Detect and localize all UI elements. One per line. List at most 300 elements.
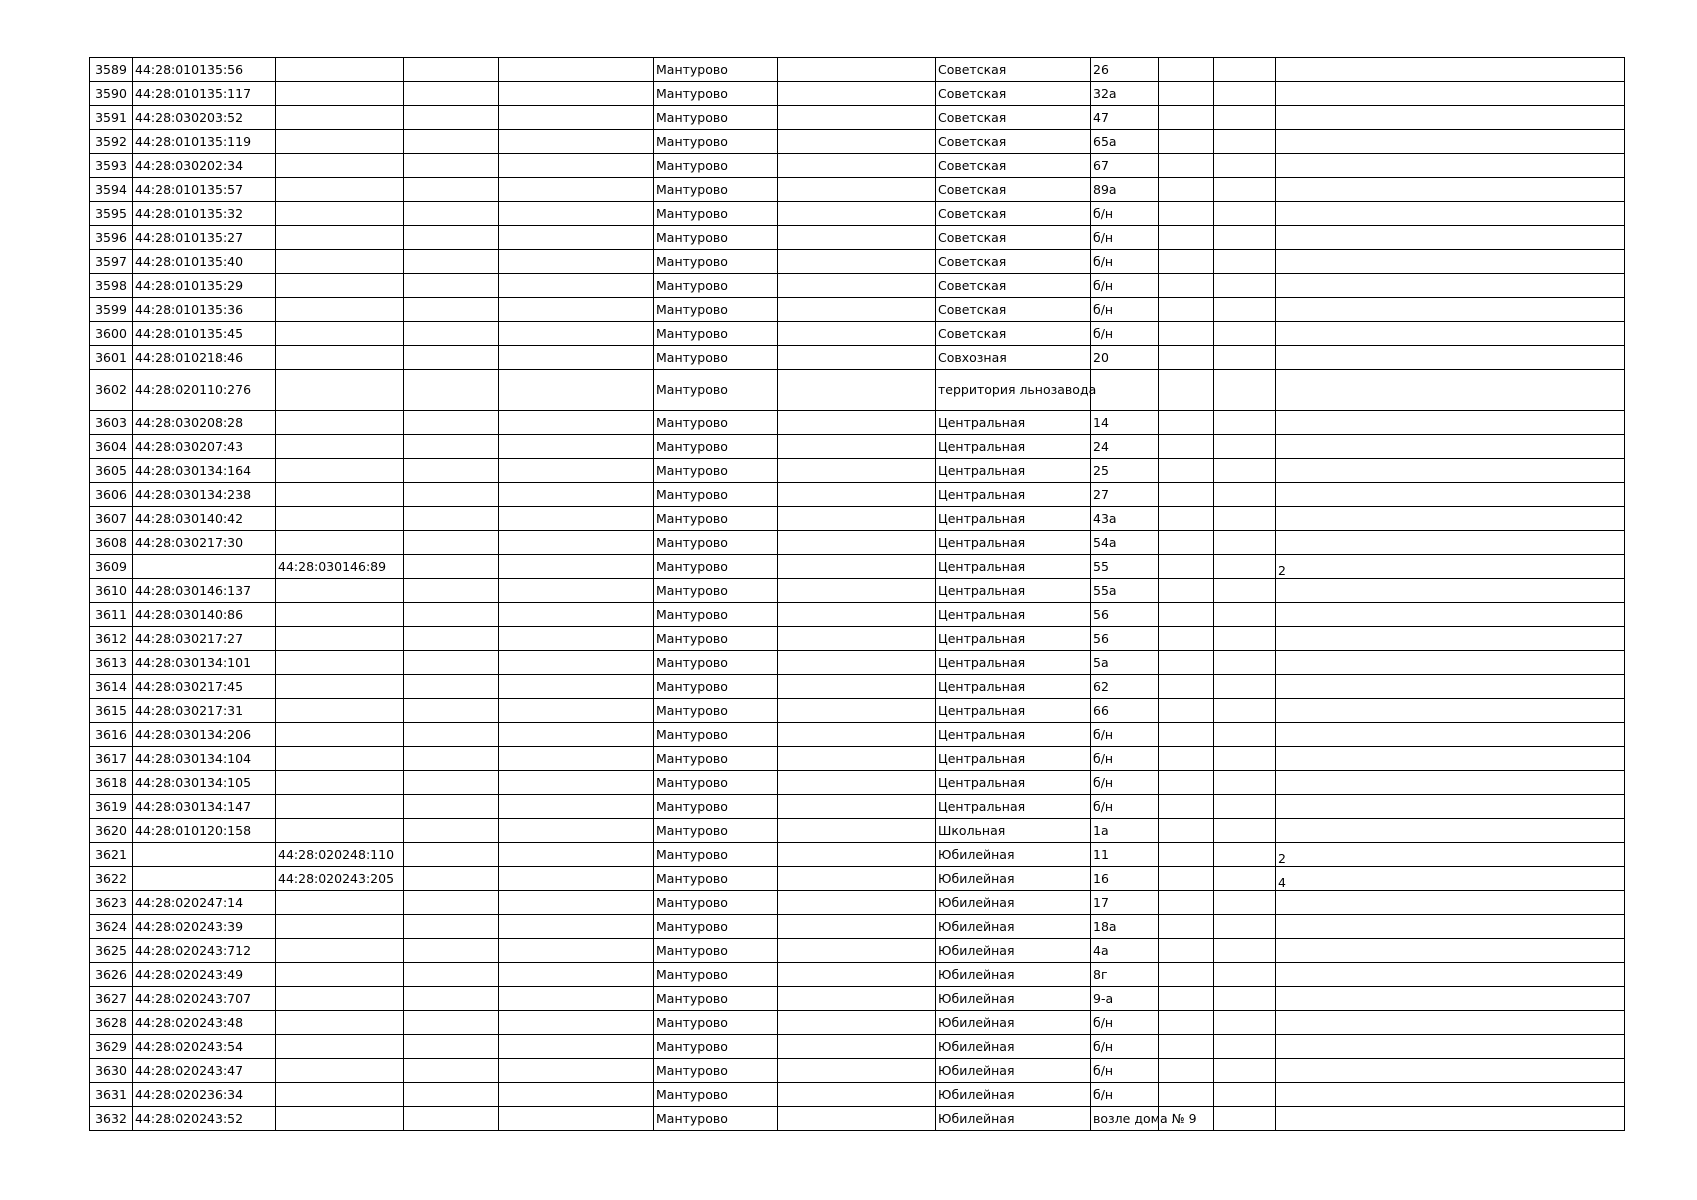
empty-cell: [1214, 963, 1276, 987]
building-cadastral-number-cell: [276, 1083, 404, 1107]
street-cell: Юбилейная: [936, 963, 1091, 987]
empty-cell: [1159, 939, 1214, 963]
empty-cell: [1214, 1083, 1276, 1107]
building-cadastral-number-cell: [276, 963, 404, 987]
building-cadastral-number-cell: [276, 915, 404, 939]
empty-cell: [499, 178, 654, 202]
row-number-cell: 3607: [90, 507, 133, 531]
table-row: [90, 675, 1625, 699]
empty-cell: [778, 154, 936, 178]
table-row: [90, 579, 1625, 603]
table-row: [90, 483, 1625, 507]
building-cadastral-number-cell: [276, 819, 404, 843]
empty-cell: [404, 555, 499, 579]
empty-cell: [404, 795, 499, 819]
city-cell: Мантурово: [654, 891, 778, 915]
building-cadastral-number-cell: [276, 891, 404, 915]
building-cadastral-number-cell: [276, 675, 404, 699]
empty-cell: [1159, 370, 1214, 411]
empty-cell: [1214, 627, 1276, 651]
empty-cell: [1159, 298, 1214, 322]
empty-cell: [1214, 274, 1276, 298]
table-row: [90, 322, 1625, 346]
empty-cell: [1214, 202, 1276, 226]
empty-cell: [499, 603, 654, 627]
empty-cell: [404, 507, 499, 531]
building-cadastral-number-cell: [276, 771, 404, 795]
row-number-cell: 3590: [90, 82, 133, 106]
cadastral-number-cell: 44:28:010218:46: [133, 346, 276, 370]
empty-cell: [499, 1083, 654, 1107]
row-number-cell: 3629: [90, 1035, 133, 1059]
empty-cell: [1214, 459, 1276, 483]
house-number-cell: 55а: [1091, 579, 1159, 603]
empty-cell: [404, 322, 499, 346]
empty-cell: [499, 507, 654, 531]
cadastral-number-cell: 44:28:030146:137: [133, 579, 276, 603]
house-number-cell: б/н: [1091, 771, 1159, 795]
cadastral-number-cell: 44:28:020243:48: [133, 1011, 276, 1035]
empty-cell: [499, 723, 654, 747]
street-cell: Юбилейная: [936, 891, 1091, 915]
city-cell: Мантурово: [654, 531, 778, 555]
extra-value-cell: [1276, 1011, 1625, 1035]
empty-cell: [404, 819, 499, 843]
empty-cell: [1159, 627, 1214, 651]
empty-cell: [404, 459, 499, 483]
empty-cell: [778, 627, 936, 651]
empty-cell: [778, 130, 936, 154]
city-cell: Мантурово: [654, 459, 778, 483]
empty-cell: [1159, 723, 1214, 747]
cadastral-number-cell: 44:28:010135:117: [133, 82, 276, 106]
building-cadastral-number-cell: [276, 411, 404, 435]
cadastral-number-cell: 44:28:030140:42: [133, 507, 276, 531]
table-row: [90, 555, 1625, 579]
empty-cell: [404, 723, 499, 747]
house-number-cell: б/н: [1091, 1011, 1159, 1035]
house-number-cell: 43а: [1091, 507, 1159, 531]
empty-cell: [1159, 603, 1214, 627]
table-row: [90, 867, 1625, 891]
empty-cell: [1214, 699, 1276, 723]
empty-cell: [778, 675, 936, 699]
empty-cell: [1214, 987, 1276, 1011]
row-number-cell: 3631: [90, 1083, 133, 1107]
cadastral-number-cell: [133, 555, 276, 579]
empty-cell: [1214, 771, 1276, 795]
empty-cell: [1214, 250, 1276, 274]
empty-cell: [404, 867, 499, 891]
extra-value-cell: [1276, 507, 1625, 531]
table-row: [90, 202, 1625, 226]
row-number-cell: 3591: [90, 106, 133, 130]
building-cadastral-number-cell: [276, 226, 404, 250]
empty-cell: [499, 298, 654, 322]
cadastral-number-cell: 44:28:030207:43: [133, 435, 276, 459]
empty-cell: [499, 130, 654, 154]
city-cell: Мантурово: [654, 867, 778, 891]
extra-value-cell: [1276, 298, 1625, 322]
empty-cell: [1214, 82, 1276, 106]
cadastral-number-cell: 44:28:010135:27: [133, 226, 276, 250]
table-row: [90, 1107, 1625, 1131]
house-number-cell: б/н: [1091, 1083, 1159, 1107]
empty-cell: [1214, 819, 1276, 843]
building-cadastral-number-cell: [276, 58, 404, 82]
empty-cell: [778, 987, 936, 1011]
house-number-cell: б/н: [1091, 795, 1159, 819]
empty-cell: [1214, 1011, 1276, 1035]
empty-cell: [404, 915, 499, 939]
building-cadastral-number-cell: [276, 1107, 404, 1131]
building-cadastral-number-cell: 44:28:030146:89: [276, 555, 404, 579]
empty-cell: [499, 1035, 654, 1059]
building-cadastral-number-cell: [276, 202, 404, 226]
city-cell: Мантурово: [654, 250, 778, 274]
empty-cell: [1214, 130, 1276, 154]
house-number-cell: 14: [1091, 411, 1159, 435]
building-cadastral-number-cell: [276, 459, 404, 483]
house-number-cell: 27: [1091, 483, 1159, 507]
table-row: [90, 154, 1625, 178]
cadastral-number-cell: 44:28:020243:712: [133, 939, 276, 963]
house-number-cell: возле дома № 9: [1091, 1107, 1159, 1131]
empty-cell: [778, 747, 936, 771]
building-cadastral-number-cell: [276, 1011, 404, 1035]
empty-cell: [1159, 651, 1214, 675]
table-row: [90, 627, 1625, 651]
empty-cell: [778, 915, 936, 939]
empty-cell: [404, 1011, 499, 1035]
building-cadastral-number-cell: [276, 322, 404, 346]
empty-cell: [499, 435, 654, 459]
extra-value-cell: [1276, 651, 1625, 675]
empty-cell: [404, 747, 499, 771]
house-number-cell: 25: [1091, 459, 1159, 483]
city-cell: Мантурово: [654, 843, 778, 867]
row-number-cell: 3618: [90, 771, 133, 795]
extra-value-cell: [1276, 274, 1625, 298]
row-number-cell: 3614: [90, 675, 133, 699]
empty-cell: [1159, 58, 1214, 82]
empty-cell: [1159, 1011, 1214, 1035]
street-cell: Школьная: [936, 819, 1091, 843]
street-cell: Центральная: [936, 747, 1091, 771]
table-row: [90, 226, 1625, 250]
street-cell: Советская: [936, 106, 1091, 130]
empty-cell: [1214, 891, 1276, 915]
empty-cell: [404, 178, 499, 202]
house-number-cell: б/н: [1091, 723, 1159, 747]
house-number-cell: 9-а: [1091, 987, 1159, 1011]
empty-cell: [499, 915, 654, 939]
empty-cell: [1214, 1059, 1276, 1083]
empty-cell: [1159, 795, 1214, 819]
city-cell: Мантурово: [654, 346, 778, 370]
city-cell: Мантурово: [654, 987, 778, 1011]
empty-cell: [1159, 226, 1214, 250]
extra-value-cell: [1276, 130, 1625, 154]
empty-cell: [404, 130, 499, 154]
building-cadastral-number-cell: [276, 435, 404, 459]
empty-cell: [1214, 795, 1276, 819]
street-cell: Центральная: [936, 675, 1091, 699]
cadastral-number-cell: 44:28:020243:39: [133, 915, 276, 939]
empty-cell: [778, 411, 936, 435]
row-number-cell: 3605: [90, 459, 133, 483]
extra-value-cell: [1276, 603, 1625, 627]
street-cell: территория льнозавода: [936, 370, 1091, 411]
city-cell: Мантурово: [654, 963, 778, 987]
house-number-cell: 11: [1091, 843, 1159, 867]
street-cell: Центральная: [936, 555, 1091, 579]
cadastral-number-cell: [133, 867, 276, 891]
cadastral-number-cell: 44:28:030134:164: [133, 459, 276, 483]
extra-value-cell: [1276, 531, 1625, 555]
empty-cell: [1159, 483, 1214, 507]
empty-cell: [499, 274, 654, 298]
empty-cell: [1214, 1035, 1276, 1059]
empty-cell: [1214, 555, 1276, 579]
house-number-cell: б/н: [1091, 1059, 1159, 1083]
empty-cell: [1159, 435, 1214, 459]
extra-value-cell: [1276, 1083, 1625, 1107]
cadastral-number-cell: 44:28:010135:32: [133, 202, 276, 226]
empty-cell: [499, 459, 654, 483]
empty-cell: [404, 106, 499, 130]
empty-cell: [404, 483, 499, 507]
city-cell: Мантурово: [654, 274, 778, 298]
street-cell: Советская: [936, 250, 1091, 274]
cadastral-number-cell: 44:28:030208:28: [133, 411, 276, 435]
extra-value-cell: [1276, 483, 1625, 507]
empty-cell: [1214, 346, 1276, 370]
cadastral-number-cell: 44:28:010120:158: [133, 819, 276, 843]
empty-cell: [1214, 298, 1276, 322]
table-row: [90, 699, 1625, 723]
empty-cell: [1214, 411, 1276, 435]
empty-cell: [1214, 507, 1276, 531]
house-number-cell: 89а: [1091, 178, 1159, 202]
empty-cell: [499, 795, 654, 819]
cadastral-number-cell: 44:28:030134:101: [133, 651, 276, 675]
empty-cell: [1214, 579, 1276, 603]
cadastral-number-cell: 44:28:020243:47: [133, 1059, 276, 1083]
empty-cell: [1214, 154, 1276, 178]
empty-cell: [404, 1035, 499, 1059]
table-row: [90, 603, 1625, 627]
empty-cell: [404, 1107, 499, 1131]
cadastral-number-cell: 44:28:010135:45: [133, 322, 276, 346]
street-cell: Центральная: [936, 603, 1091, 627]
street-cell: Юбилейная: [936, 843, 1091, 867]
house-number-cell: 56: [1091, 627, 1159, 651]
building-cadastral-number-cell: [276, 483, 404, 507]
city-cell: Мантурово: [654, 178, 778, 202]
extra-value-cell: [1276, 202, 1625, 226]
empty-cell: [1159, 699, 1214, 723]
cadastral-number-cell: 44:28:030134:105: [133, 771, 276, 795]
extra-value-cell: [1276, 250, 1625, 274]
row-number-cell: 3619: [90, 795, 133, 819]
city-cell: Мантурово: [654, 435, 778, 459]
empty-cell: [499, 1059, 654, 1083]
empty-cell: [404, 298, 499, 322]
empty-cell: [778, 483, 936, 507]
street-cell: Советская: [936, 226, 1091, 250]
registry-table: [89, 57, 1625, 1131]
table-row: [90, 250, 1625, 274]
empty-cell: [1214, 58, 1276, 82]
empty-cell: [778, 531, 936, 555]
house-number-cell: 67: [1091, 154, 1159, 178]
cadastral-number-cell: 44:28:030134:104: [133, 747, 276, 771]
extra-value-cell: [1276, 699, 1625, 723]
empty-cell: [1159, 459, 1214, 483]
table-row: [90, 963, 1625, 987]
cadastral-number-cell: 44:28:010135:36: [133, 298, 276, 322]
extra-value-cell: [1276, 819, 1625, 843]
extra-value-cell: [1276, 370, 1625, 411]
city-cell: Мантурово: [654, 154, 778, 178]
cadastral-number-cell: 44:28:020243:49: [133, 963, 276, 987]
empty-cell: [499, 58, 654, 82]
empty-cell: [778, 867, 936, 891]
row-number-cell: 3603: [90, 411, 133, 435]
street-cell: Центральная: [936, 483, 1091, 507]
house-number-cell: б/н: [1091, 202, 1159, 226]
empty-cell: [404, 202, 499, 226]
empty-cell: [1159, 771, 1214, 795]
city-cell: Мантурово: [654, 579, 778, 603]
extra-value-cell: [1276, 675, 1625, 699]
street-cell: Советская: [936, 154, 1091, 178]
street-cell: Совхозная: [936, 346, 1091, 370]
building-cadastral-number-cell: 44:28:020248:110: [276, 843, 404, 867]
extra-value-cell: [1276, 346, 1625, 370]
house-number-cell: 1а: [1091, 819, 1159, 843]
empty-cell: [1214, 178, 1276, 202]
row-number-cell: 3620: [90, 819, 133, 843]
empty-cell: [778, 771, 936, 795]
row-number-cell: 3626: [90, 963, 133, 987]
house-number-cell: 56: [1091, 603, 1159, 627]
house-number-cell: 66: [1091, 699, 1159, 723]
house-number-cell: 62: [1091, 675, 1159, 699]
row-number-cell: 3621: [90, 843, 133, 867]
extra-value-cell: [1276, 939, 1625, 963]
empty-cell: [778, 603, 936, 627]
row-number-cell: 3625: [90, 939, 133, 963]
extra-value-cell: [1276, 771, 1625, 795]
row-number-cell: 3613: [90, 651, 133, 675]
extra-value-cell: [1276, 579, 1625, 603]
table-row: [90, 1083, 1625, 1107]
city-cell: Мантурово: [654, 603, 778, 627]
street-cell: Центральная: [936, 651, 1091, 675]
empty-cell: [1159, 202, 1214, 226]
city-cell: Мантурово: [654, 130, 778, 154]
street-cell: Юбилейная: [936, 987, 1091, 1011]
empty-cell: [499, 411, 654, 435]
row-number-cell: 3592: [90, 130, 133, 154]
empty-cell: [1159, 250, 1214, 274]
empty-cell: [1159, 987, 1214, 1011]
building-cadastral-number-cell: [276, 1035, 404, 1059]
building-cadastral-number-cell: [276, 370, 404, 411]
street-cell: Советская: [936, 298, 1091, 322]
street-cell: Юбилейная: [936, 915, 1091, 939]
row-number-cell: 3599: [90, 298, 133, 322]
street-cell: Центральная: [936, 723, 1091, 747]
row-number-cell: 3627: [90, 987, 133, 1011]
row-number-cell: 3594: [90, 178, 133, 202]
empty-cell: [499, 226, 654, 250]
empty-cell: [778, 322, 936, 346]
row-number-cell: 3601: [90, 346, 133, 370]
empty-cell: [1159, 819, 1214, 843]
street-cell: Центральная: [936, 531, 1091, 555]
empty-cell: [778, 1011, 936, 1035]
house-number-cell: 54а: [1091, 531, 1159, 555]
table-row: [90, 987, 1625, 1011]
house-number-cell: 47: [1091, 106, 1159, 130]
row-number-cell: 3589: [90, 58, 133, 82]
table-row: [90, 370, 1625, 411]
empty-cell: [778, 435, 936, 459]
row-number-cell: 3606: [90, 483, 133, 507]
empty-cell: [1159, 891, 1214, 915]
empty-cell: [404, 675, 499, 699]
cadastral-number-cell: 44:28:020243:54: [133, 1035, 276, 1059]
city-cell: Мантурово: [654, 226, 778, 250]
empty-cell: [778, 178, 936, 202]
extra-value-cell: [1276, 1035, 1625, 1059]
cadastral-number-cell: 44:28:030140:86: [133, 603, 276, 627]
extra-value-cell: [1276, 226, 1625, 250]
table-row: [90, 298, 1625, 322]
empty-cell: [778, 250, 936, 274]
cadastral-number-cell: 44:28:010135:29: [133, 274, 276, 298]
street-cell: Юбилейная: [936, 1011, 1091, 1035]
house-number-cell: 18а: [1091, 915, 1159, 939]
extra-value-cell: [1276, 106, 1625, 130]
city-cell: Мантурово: [654, 58, 778, 82]
cadastral-number-cell: 44:28:030217:30: [133, 531, 276, 555]
empty-cell: [1159, 1083, 1214, 1107]
extra-value-cell: [1276, 178, 1625, 202]
empty-cell: [499, 771, 654, 795]
street-cell: Центральная: [936, 795, 1091, 819]
empty-cell: [404, 771, 499, 795]
building-cadastral-number-cell: [276, 651, 404, 675]
cadastral-number-cell: 44:28:030217:27: [133, 627, 276, 651]
cadastral-number-cell: 44:28:010135:119: [133, 130, 276, 154]
row-number-cell: 3624: [90, 915, 133, 939]
empty-cell: [1214, 723, 1276, 747]
empty-cell: [404, 1083, 499, 1107]
building-cadastral-number-cell: [276, 178, 404, 202]
empty-cell: [1159, 915, 1214, 939]
table-row: [90, 747, 1625, 771]
extra-value-cell: [1276, 411, 1625, 435]
city-cell: Мантурово: [654, 1083, 778, 1107]
empty-cell: [404, 435, 499, 459]
empty-cell: [404, 370, 499, 411]
cadastral-number-cell: 44:28:030134:206: [133, 723, 276, 747]
empty-cell: [404, 531, 499, 555]
